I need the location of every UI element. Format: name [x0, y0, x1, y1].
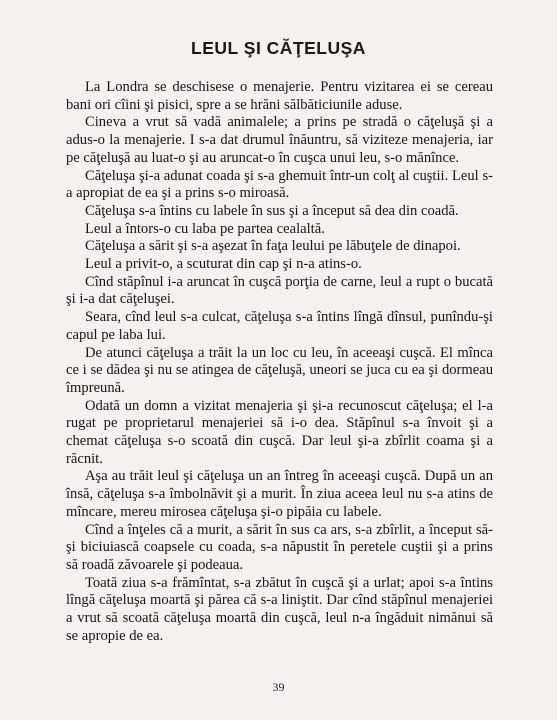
paragraph-5: Leul a întors-o cu laba pe partea cealaltă.	[85, 220, 325, 237]
paragraph-8: Cînd stăpînul i-a aruncat în cuşcă porţia de carne, leul a rupt o bucată şi i-a dat căţeluşei.	[66, 273, 493, 308]
paragraph-7: Leul a privit-o, a scuturat din cap şi n-a atins-o.	[85, 256, 362, 273]
paragraph-12: Aşa au trăit leul şi căţeluşa un an întreg în aceeaşi cuşcă. După un an însă, căţeluşa s-a îmbolnăvit şi a murit. În ziua aceea leul nu s-a atins de mîncare, mereu mirosea căţeluşa şi-o pipăia cu labele.	[66, 468, 493, 520]
paragraph-13: Cînd a înţeles că a murit, a sărit în sus ca ars, s-a zbîrlit, a început să-şi biciuiască coapsele cu coada, s-a năpustit în peretele cuştii şi a prins să roadă zăvoarele şi podeaua.	[66, 521, 493, 573]
page-number: 39	[272, 680, 285, 694]
paragraph-14: Toată ziua s-a frămîntat, s-a zbătut în cuşcă şi a urlat; apoi s-a întins lîngă căţeluşa moartă şi părea că s-a liniştit. Dar cînd stăpînul menajeriei a vrut să scoată căţeluşa moartă din cuşcă, leul n-a îngăduit nimănui să se apropie de ea.	[66, 574, 493, 644]
paragraph-11: Odată un domn a vizitat menajeria şi şi-a recunoscut căţeluşa; el l-a rugat pe proprietarul menajeriei să i-o dea. Stăpînul s-a învoit şi a chemat căţeluşa s-o scoată din cuşcă. Dar leul şi-a zbîrlit coama şi a răcnit.	[66, 397, 493, 467]
paragraph-10: De atunci căţeluşa a trăit la un loc cu leu, în aceeaşi cuşcă. El mînca ce i se dădea şi nu se atingea de căţeluşă, uneori se juca cu ea şi dormeau împreună.	[66, 344, 493, 396]
paragraph-1: La Londra se deschisese o menajerie. Pentru vizitarea ei se cereau bani ori cîini şi pisici, spre a se hrăni sălbăticiunile aduse.	[66, 79, 493, 113]
paragraph-2: Cineva a vrut să vadă animalele; a prins pe stradă o căţeluşă şi a adus-o la menajerie. I s-a dat drumul înăuntru, să viziteze menajeria, iar pe căţeluşă au luat-o şi au aruncat-o în cuşca unui leu, s-o mănînce.	[66, 114, 493, 166]
story-body	[66, 79, 493, 646]
paragraph-9: Seara, cînd leul s-a culcat, căţeluşa s-a întins lîngă dînsul, punîndu-şi capul pe laba lui.	[66, 309, 493, 343]
paragraph-3: Căţeluşa şi-a adunat coada şi s-a ghemuit într-un colţ al cuştii. Leul s-a apropiat de ea şi a prins s-o miroasă.	[66, 167, 493, 202]
paragraph-6: Căţeluşa a sărit şi s-a aşezat în faţa leului pe lăbuţele de dinapoi.	[85, 238, 461, 255]
paragraph-4: Căţeluşa s-a întins cu labele în sus şi a început să dea din coadă.	[85, 202, 459, 219]
story-title: LEUL ŞI CĂŢELUŞA	[191, 38, 366, 58]
